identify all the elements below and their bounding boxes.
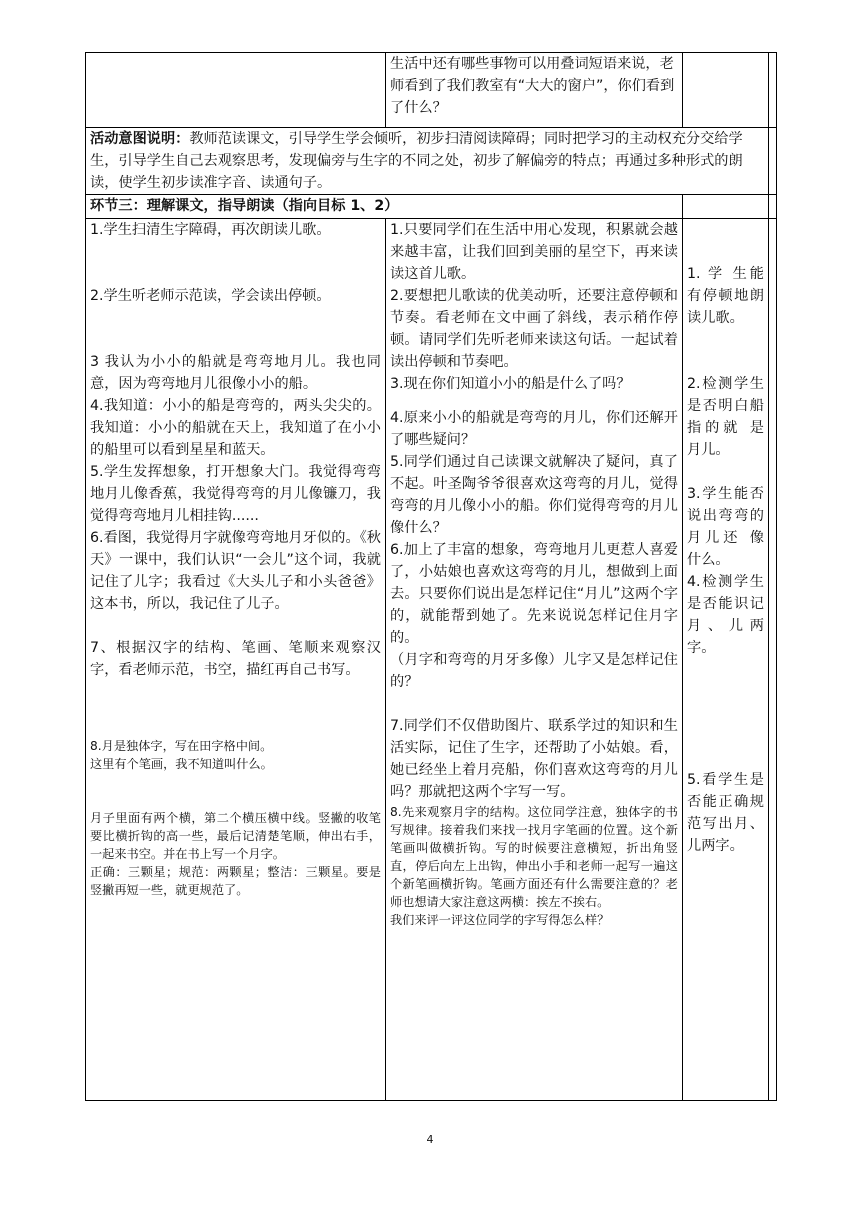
student-item-8a: 8.月是独体字，写在田字格中间。 — [90, 739, 273, 753]
continuation-teacher-cell — [386, 53, 683, 128]
teacher-item-8: 8.先来观察月字的结构。这位同学注意，独体字的书写规律。接着我们来找一找月字笔画的位置。这个新笔画叫做横折钩。写的时候要注意横短，折出角竖直，停后向左上出钩，伸出小手和老师一起写一遍这个新笔画横折钩。笔画方面还有什么需要注意的？老师也想请大家注意这两横：挨左不挨右。 — [390, 805, 678, 909]
continuation-student-cell — [86, 53, 386, 128]
teacher-item-6: 6.加上了丰富的想象，弯弯地月儿更惹人喜爱了，小姑娘也喜欢这弯弯的月儿，想做到上面去。只要你们说出是怎样记住“月儿”这两个字的，就能帮到她了。先来说说怎样记住月字的。 — [390, 542, 678, 646]
section-title: 环节三：理解课文，指导朗读（指向目标 1、2） — [86, 195, 683, 219]
intent-cell — [86, 128, 769, 195]
student-activity-cell — [86, 219, 386, 1101]
page-number: 4 — [426, 1133, 434, 1146]
lesson-plan-table — [85, 52, 777, 1101]
teacher-activity-cell — [386, 219, 683, 1101]
main-side-cell — [769, 219, 777, 1101]
teacher-item-4: 4.原来小小的船就是弯弯的月儿，你们还解开了哪些疑问？ — [390, 410, 678, 448]
student-item-10: 正确：三颗星；规范：两颗星；整洁：三颗星。要是竖撇再短一些，就更规范了。 — [90, 865, 381, 897]
teacher-item-5: 5.同学们通过自己读课文就解决了疑问，真了不起。叶圣陶爷爷很喜欢这弯弯的月儿，觉得弯弯的月儿像小小的船。你们觉得弯弯的月儿像什么？ — [390, 454, 678, 536]
eval-item-3: 3.学生能否说出弯弯的月儿还 像 什么。 — [687, 486, 764, 568]
teacher-item-6b: （月字和弯弯的月牙多像）儿字又是怎样记住的？ — [390, 652, 678, 690]
eval-item-1: 1. 学 生能有停顿地朗读儿歌。 — [687, 266, 764, 326]
teacher-item-2: 2.要想把儿歌读的优美动听，还要注意停顿和节奏。看老师在文中画了斜线，表示稍作停顿。请同学们先听老师来读这句话。一起试着读出停顿和节奏吧。 — [390, 288, 678, 370]
section-side-cell — [769, 195, 777, 219]
eval-item-5: 5.看学生是否能正确规范写出月、儿两字。 — [687, 772, 764, 854]
student-item-2: 2.学生听老师示范读，学会读出停顿。 — [90, 288, 331, 304]
section-eval-cell — [683, 195, 769, 219]
continuation-side-cell — [769, 53, 777, 128]
student-item-4: 4.我知道：小小的船是弯弯的，两头尖尖的。我知道：小小的船就在天上，我知道了在小小的船里可以看到星星和蓝天。 — [90, 398, 381, 458]
continuation-teacher-text: 生活中还有哪些事物可以用叠词短语来说，老师看到了我们教室有“大大的窗户”，你们看到了什么？ — [390, 56, 675, 116]
student-item-9: 月子里面有两个横，第二个横压横中线。竖撇的收笔要比横折钩的高一些，最后记清楚笔顺，伸出右手，一起来书空。并在书上写一个月字。 — [90, 811, 381, 861]
intent-row — [86, 128, 777, 195]
teacher-item-9: 我们来评一评这位同学的字写得怎么样？ — [390, 913, 610, 927]
intent-text: 教师范读课文，引导学生学会倾听，初步扫清阅读障碍；同时把学习的主动权充分交给学生，引导学生自己去观察思考，发现偏旁与生字的不同之处，初步了解偏旁的特点；再通过多种形式的朗读，使学生初步读准字音、读通句子。 — [90, 131, 743, 191]
teacher-item-7: 7.同学们不仅借助图片、联系学过的知识和生活实际，记住了生字，还帮助了小姑娘。看，她已经坐上着月亮船，你们喜欢这弯弯的月儿吗？那就把这两个字写一写。 — [390, 718, 678, 800]
teacher-item-3: 3.现在你们知道小小的船是什么了吗？ — [390, 376, 631, 392]
main-content-row — [86, 219, 777, 1101]
continuation-eval-cell — [683, 53, 769, 128]
intent-side-cell — [769, 128, 777, 195]
evaluation-cell — [683, 219, 769, 1101]
teacher-item-1: 1.只要同学们在生活中用心发现，积累就会越来越丰富，让我们回到美丽的星空下，再来读读这首儿歌。 — [390, 222, 678, 282]
intent-label: 活动意图说明： — [90, 131, 190, 147]
student-item-6: 6.看图，我觉得月字就像弯弯地月牙似的。《秋天》一课中，我们认识“一会儿”这个词，我就记住了儿字；我看过《大头儿子和小头爸爸》这本书，所以，我记住了儿子。 — [90, 530, 381, 612]
student-item-3: 3 我认为小小的船就是弯弯地月儿。我也同意，因为弯弯地月儿很像小小的船。 — [90, 354, 381, 392]
student-item-1: 1.学生扫清生字障碍，再次朗读儿歌。 — [90, 222, 331, 238]
student-item-5: 5.学生发挥想象，打开想象大门。我觉得弯弯地月儿像香蕉，我觉得弯弯的月儿像镰刀，我觉得弯弯地月儿相挂钩...... — [90, 464, 381, 524]
student-item-7: 7、根据汉字的结构、笔画、笔顺来观察汉字，看老师示范，书空，描红再自己书写。 — [90, 640, 381, 678]
eval-item-2: 2.检测学生是否明白船指的就 是 月儿。 — [687, 376, 764, 458]
continuation-row — [86, 53, 777, 128]
student-item-8b: 这里有个笔画，我不知道叫什么。 — [90, 757, 273, 771]
eval-item-4: 4.检测学生是否能识记月、儿两字。 — [687, 574, 764, 656]
section-header-row — [86, 195, 777, 219]
